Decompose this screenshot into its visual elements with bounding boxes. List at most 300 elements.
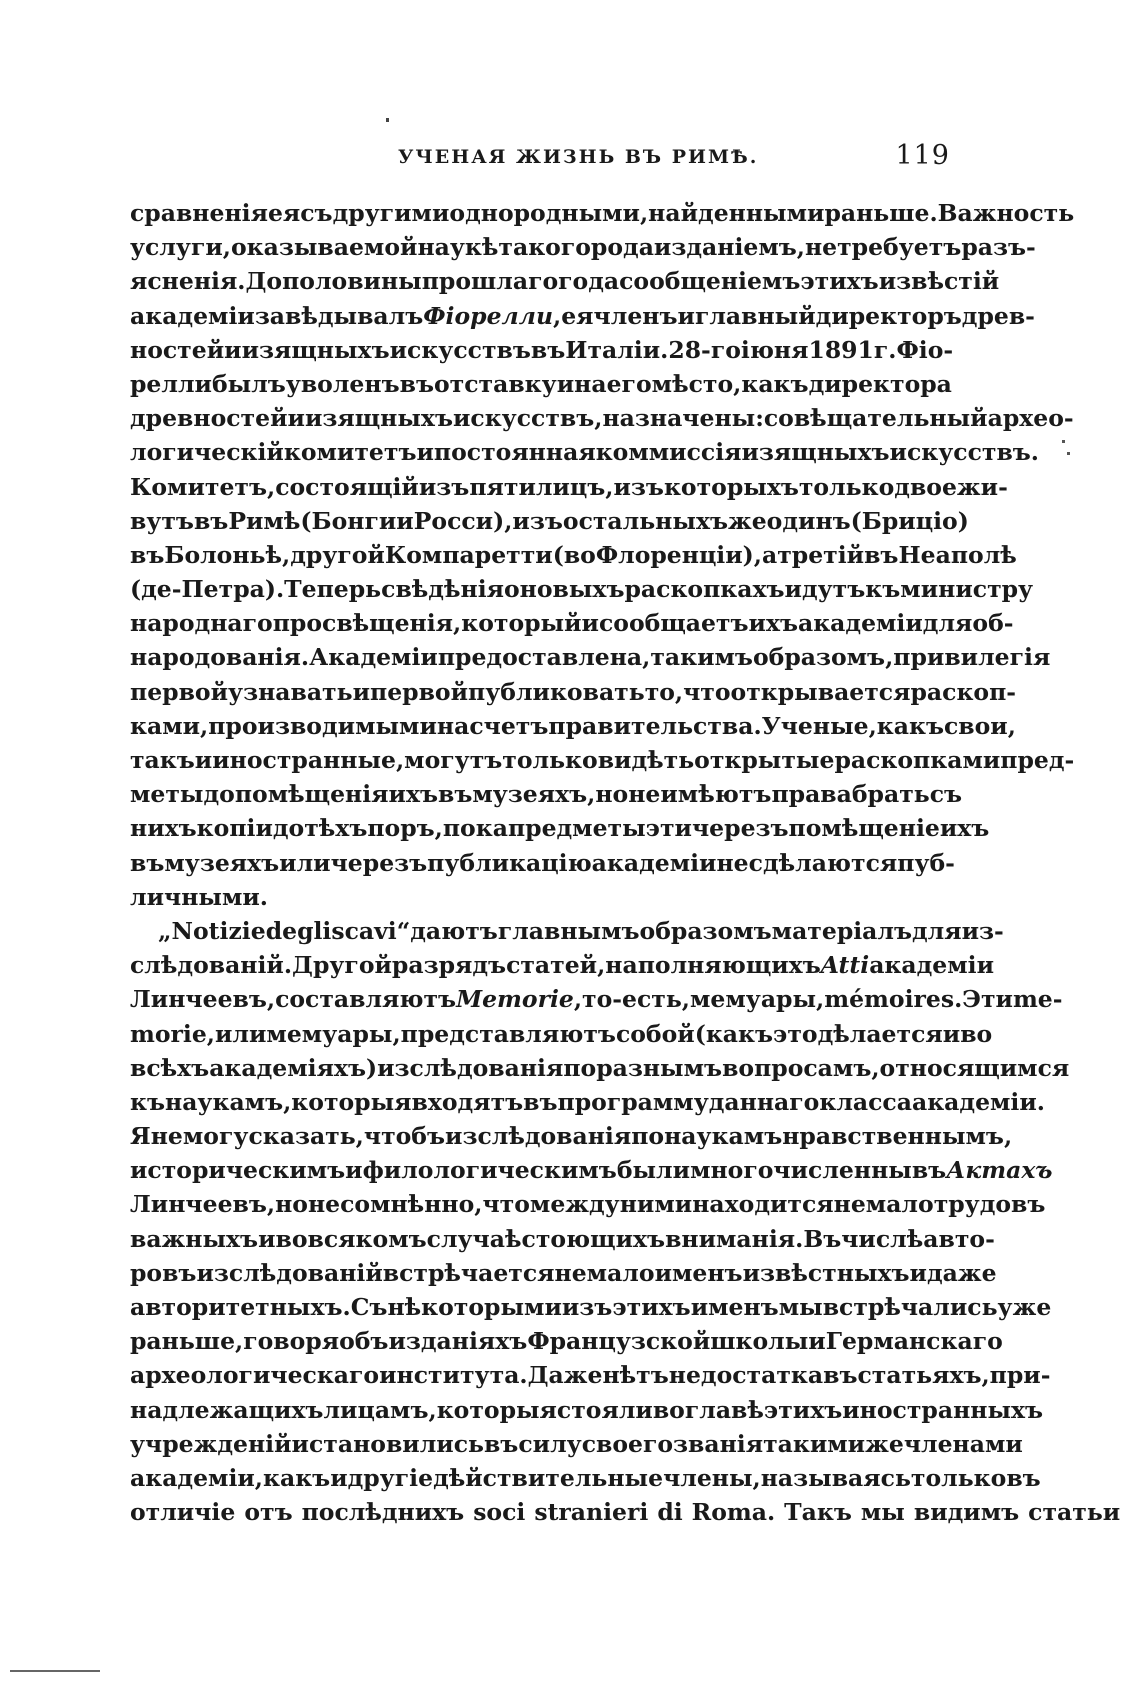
word: Академіи <box>309 643 438 672</box>
word: академіи <box>869 951 995 980</box>
word: ностей <box>130 335 225 364</box>
word: пока <box>442 814 508 843</box>
word: другими <box>332 199 450 227</box>
word: вниманія. <box>665 1224 804 1253</box>
word: Эти <box>962 985 1013 1014</box>
word: архео- <box>987 404 1074 433</box>
word: видѣть <box>597 746 695 774</box>
word: и <box>909 1258 927 1287</box>
word: этихъ <box>800 267 879 296</box>
word: вутъ <box>130 506 194 535</box>
word: въ <box>1006 1463 1041 1492</box>
word: и <box>556 369 575 398</box>
word: Французской <box>527 1327 711 1356</box>
text-line <box>130 675 1017 709</box>
word: раскопками <box>834 746 1001 774</box>
text-line <box>130 299 1035 333</box>
text-line <box>130 401 1074 435</box>
italic-term: Atti <box>820 951 870 980</box>
word: же <box>865 1429 904 1458</box>
word: въ <box>130 848 165 877</box>
word: предоставлена, <box>437 643 651 672</box>
word: изящныхъ <box>304 404 453 433</box>
word: и <box>808 1327 826 1356</box>
word: именъ <box>654 1258 743 1287</box>
word: даютъ <box>410 916 498 945</box>
word: директора <box>808 369 952 398</box>
text-line <box>130 367 952 401</box>
word: раньше. <box>824 199 938 227</box>
text-line <box>130 538 1017 572</box>
word: привилегія <box>893 643 1051 672</box>
word: наукѣ <box>417 233 499 262</box>
word: иностранные, <box>212 746 405 774</box>
word: которыя <box>291 1087 412 1116</box>
word: то, <box>644 677 684 706</box>
word: сказать, <box>248 1122 364 1151</box>
word: трудовъ <box>933 1190 1046 1219</box>
word: отъ <box>244 1498 293 1527</box>
text-line <box>130 1085 1045 1119</box>
word: на <box>574 369 607 398</box>
word: академіи <box>797 609 923 638</box>
text-line <box>130 880 952 914</box>
word: мемуары, <box>690 985 825 1014</box>
word: филологическимъ <box>362 1156 617 1185</box>
word: завѣдывалъ <box>254 301 424 330</box>
word: слѣдованій. <box>130 951 293 980</box>
word: изящныхъ <box>741 438 890 467</box>
word: мемуары, <box>266 1019 401 1048</box>
word: и <box>416 438 434 467</box>
word: но <box>595 780 629 809</box>
word: soci <box>473 1498 526 1527</box>
word: Другой <box>292 951 392 980</box>
word: раскоп- <box>910 677 1017 706</box>
word: этихъ <box>763 1395 843 1424</box>
text-line <box>130 1051 1070 1085</box>
word: пяти <box>469 472 536 501</box>
word: не <box>150 1122 183 1151</box>
text-line <box>130 1324 1003 1358</box>
text-line <box>130 743 1075 777</box>
word: матеріалъ <box>771 916 913 945</box>
scan-speck <box>386 118 389 122</box>
word: другіе <box>347 1463 434 1492</box>
italic-term: Memorie <box>456 985 574 1014</box>
word: изъ <box>613 472 664 501</box>
word: Компаретти <box>384 540 553 569</box>
word: народнаго <box>130 609 273 638</box>
word: свѣдѣнія <box>381 575 504 604</box>
word: это <box>773 1019 818 1048</box>
word: услуги, <box>130 233 231 262</box>
word: брать <box>851 780 930 809</box>
word: изслѣдованія <box>377 1053 564 1082</box>
word: объ <box>339 1327 389 1356</box>
word: какъ <box>741 369 809 398</box>
word: и <box>291 1429 309 1458</box>
word: школы <box>710 1327 809 1356</box>
word: всѣхъ <box>130 1053 210 1082</box>
word: первой <box>370 677 469 706</box>
word: ровъ <box>130 1258 197 1287</box>
word: до <box>272 814 305 843</box>
word: программу <box>557 1087 709 1116</box>
word: логическій <box>130 438 284 467</box>
word: счетъ <box>469 711 549 740</box>
word: во <box>960 1019 993 1048</box>
word: такъ <box>130 746 195 774</box>
text-line <box>130 1427 1023 1461</box>
word: и <box>942 1019 961 1048</box>
word: тѣхъ <box>304 814 368 843</box>
scan-edge-mark <box>10 1670 100 1672</box>
word: искусствъ, <box>452 404 603 433</box>
word: директоръ <box>815 301 962 330</box>
running-title: УЧЕНАЯ ЖИЗНЬ ВЪ РИМѢ. <box>398 146 759 168</box>
word: публиковать <box>468 677 645 706</box>
italic-term: Актахъ <box>946 1156 1053 1185</box>
word: въ <box>130 540 165 569</box>
word: наукамъ <box>664 1122 783 1151</box>
word: къ <box>865 575 901 604</box>
word: не <box>628 780 661 809</box>
word: другой <box>290 540 385 569</box>
word: третій <box>777 540 865 569</box>
word: Линчеевъ, <box>130 1190 276 1219</box>
word: из- <box>961 916 1004 945</box>
word: находится <box>692 1190 834 1219</box>
word: мы <box>860 1498 905 1527</box>
word: образомъ, <box>752 643 894 672</box>
word: которыхъ <box>663 472 799 501</box>
text-line <box>130 230 1036 264</box>
word: ихъ <box>939 814 990 843</box>
word: мы <box>778 1293 823 1321</box>
word: разъ- <box>961 233 1036 262</box>
word: требуетъ <box>837 233 962 262</box>
word: 28-го <box>668 335 741 364</box>
word: совѣщательный <box>763 404 988 433</box>
word: уже <box>997 1293 1052 1321</box>
word: въ <box>523 1087 558 1116</box>
word: назначены: <box>602 404 764 433</box>
italic-word: Фіорелли, <box>423 301 562 330</box>
word: при- <box>989 1361 1051 1390</box>
word: въ <box>483 1429 519 1458</box>
word: Италіи. <box>565 335 669 364</box>
word: встрѣчались <box>822 1293 998 1321</box>
word: лицамъ, <box>323 1395 437 1424</box>
word: одинъ <box>766 506 851 535</box>
word: Росси), <box>413 506 513 535</box>
text-line <box>130 1393 1044 1427</box>
word: въ <box>437 780 473 809</box>
word: и <box>287 404 305 433</box>
word: извѣстныхъ <box>742 1258 910 1287</box>
word: то-есть, <box>582 985 690 1014</box>
word: релли <box>130 369 212 398</box>
word: ясненія. <box>130 267 246 296</box>
word: главный <box>694 301 816 330</box>
word: для <box>912 916 962 945</box>
word: образомъ <box>639 916 772 945</box>
word: съ <box>300 199 333 227</box>
word: имѣютъ <box>660 780 772 809</box>
word: комитетъ <box>283 438 417 467</box>
word: который <box>461 609 582 638</box>
word: раньше, <box>130 1327 244 1356</box>
word: Римѣ <box>228 506 301 535</box>
word: идутъ <box>784 575 866 604</box>
word: сравненія <box>130 199 268 227</box>
word: остальныхъ <box>562 506 728 535</box>
italic-term: Фіорелли <box>423 301 554 330</box>
word: собой <box>615 1019 695 1048</box>
word: найденными <box>648 199 825 227</box>
word: г. <box>873 335 897 364</box>
word: stranieri <box>534 1498 649 1527</box>
word: личными. <box>130 882 268 911</box>
word: Даже <box>527 1361 603 1390</box>
word: ними <box>619 1190 693 1219</box>
word: di <box>657 1498 683 1527</box>
word: съ <box>929 780 963 809</box>
word: и <box>677 301 695 330</box>
word: Roma. <box>691 1498 776 1527</box>
word: говоря <box>243 1327 340 1356</box>
word: числѣ <box>841 1224 924 1253</box>
word: копіи <box>196 814 273 843</box>
word: (Бриціо) <box>850 506 969 535</box>
word: Важность <box>937 199 1075 227</box>
text-line <box>130 333 952 367</box>
word: помѣщенія <box>234 780 389 809</box>
word: только <box>502 746 598 774</box>
word: открытые <box>694 746 835 774</box>
word: черезъ <box>691 814 789 843</box>
word: могу <box>182 1122 249 1151</box>
word: публикацію <box>427 848 592 877</box>
text-line <box>130 1119 1013 1153</box>
word: отставку <box>434 369 557 398</box>
word: просвѣщенія, <box>272 609 462 638</box>
word: me- <box>1012 985 1063 1014</box>
word: сообщеніемъ <box>619 267 801 296</box>
word: которыя <box>436 1395 557 1424</box>
page-header <box>130 140 950 180</box>
word: по <box>563 1053 597 1082</box>
word: (какъ <box>694 1019 774 1048</box>
word: и <box>330 1463 348 1492</box>
text-line <box>130 811 990 845</box>
text-line <box>130 1017 993 1051</box>
word: но <box>275 1190 308 1219</box>
word: morie, <box>130 1019 215 1048</box>
word: scavi“ <box>331 916 411 945</box>
word: и <box>352 677 371 706</box>
word: помѣщеніе <box>788 814 940 843</box>
word: открывается <box>730 677 911 706</box>
word: членъ <box>593 301 678 330</box>
word: не <box>716 848 749 877</box>
word: членами <box>903 1429 1023 1458</box>
word: встрѣчается <box>382 1258 555 1287</box>
word: постоянная <box>433 438 596 467</box>
word: об- <box>972 609 1014 638</box>
word: (Бонги <box>300 506 397 535</box>
word: года <box>558 267 620 296</box>
word: учрежденій <box>130 1429 292 1458</box>
text-line <box>130 504 969 538</box>
word: двое <box>894 472 957 501</box>
word: Съ <box>350 1293 388 1321</box>
word: такимъ <box>650 643 753 672</box>
word: пред- <box>1000 746 1075 774</box>
word: академіи <box>130 301 255 330</box>
word: нравственнымъ, <box>782 1122 1013 1151</box>
word: и <box>581 609 599 638</box>
word: видимъ <box>913 1498 1020 1527</box>
word: изданіяхъ <box>388 1327 528 1356</box>
word: даже <box>926 1258 997 1287</box>
word: изъ <box>418 472 470 501</box>
word: этихъ <box>612 1293 691 1321</box>
text-line <box>130 1222 995 1256</box>
word: главѣ <box>684 1395 764 1424</box>
word: а <box>761 540 778 569</box>
word: Фіо- <box>896 335 954 364</box>
text-line <box>130 914 1004 948</box>
word: всякомъ <box>307 1224 427 1253</box>
word: представляютъ <box>400 1019 616 1048</box>
text-line <box>130 948 995 982</box>
word: случаѣ <box>426 1224 522 1253</box>
word: новыхъ <box>519 575 625 604</box>
word: наполняющихъ <box>605 951 821 980</box>
word: оказываемой <box>230 233 418 262</box>
word: или <box>214 1019 267 1048</box>
word: многочисленны <box>690 1156 912 1185</box>
word: Я <box>130 1122 151 1151</box>
word: статей, <box>506 951 606 980</box>
word: былъ <box>211 369 286 398</box>
text-line <box>130 435 1039 469</box>
word: во <box>652 1395 685 1424</box>
word: искусствъ. <box>889 438 1039 467</box>
word: однородными, <box>449 199 649 227</box>
text-line <box>130 846 955 880</box>
word: и <box>224 335 242 364</box>
word: именъ <box>690 1293 779 1321</box>
word: только <box>798 472 895 501</box>
text-line <box>130 1187 1046 1221</box>
word: класса <box>819 1087 912 1116</box>
word: состоящій <box>275 472 419 501</box>
word: академіяхъ) <box>209 1053 378 1082</box>
text-line <box>130 196 1075 230</box>
word: къ <box>130 1087 165 1116</box>
word: mémoires. <box>824 985 963 1014</box>
word: историческимъ <box>130 1156 346 1185</box>
word: древ- <box>961 301 1035 330</box>
word: пуб- <box>897 848 955 877</box>
word: стоющихъ <box>521 1224 666 1253</box>
word: отличіе <box>130 1498 236 1527</box>
word: ихъ <box>748 609 798 638</box>
word: прошлаго <box>421 267 559 296</box>
word: послѣднихъ <box>301 1498 465 1527</box>
word: вопросамъ, <box>722 1053 880 1082</box>
word: нѣкоторыми <box>387 1293 562 1321</box>
word: Комитетъ, <box>130 472 276 501</box>
word: дѣлается <box>817 1019 943 1048</box>
word: музеяхъ <box>164 848 280 877</box>
word: академіи, <box>130 1463 263 1492</box>
word: нѣтъ <box>602 1361 669 1390</box>
word: (во <box>552 540 596 569</box>
word: коммиссія <box>595 438 742 467</box>
word: становились <box>308 1429 484 1458</box>
word: черезъ <box>330 848 428 877</box>
word: и <box>396 506 414 535</box>
text-line <box>130 264 1000 298</box>
word: производимыми <box>208 711 437 740</box>
word: и <box>258 1224 276 1253</box>
word: недостатка <box>668 1361 824 1390</box>
word: для <box>922 609 973 638</box>
word: Теперь <box>284 575 382 604</box>
word: и <box>194 746 213 774</box>
word: какъ <box>876 711 944 740</box>
word: извѣстій <box>878 267 1000 296</box>
word: Неаполѣ <box>898 540 1017 569</box>
word: дѣйствительные <box>433 1463 664 1492</box>
word: эти <box>645 814 692 843</box>
italic-word <box>946 1153 1052 1187</box>
word: первой <box>130 677 229 706</box>
word: же <box>727 506 767 535</box>
word: древностей <box>130 404 288 433</box>
word: народованія. <box>130 643 310 672</box>
word: не <box>554 1258 587 1287</box>
word: нихъ <box>130 814 197 843</box>
word: своего <box>581 1429 674 1458</box>
word: изящныхъ <box>241 335 390 364</box>
word: надлежащихъ <box>130 1395 324 1424</box>
word: изслѣдованій <box>196 1258 383 1287</box>
word: авторитетныхъ. <box>130 1293 351 1321</box>
word: въ <box>911 1156 947 1185</box>
word: какъ <box>263 1463 331 1492</box>
word: ками, <box>130 711 209 740</box>
word: статьяхъ, <box>857 1361 990 1390</box>
text-line <box>130 1358 1051 1392</box>
word: чтобъ <box>363 1122 446 1151</box>
word: его <box>606 369 652 398</box>
text-line <box>130 470 1008 504</box>
word: „Notizie <box>158 916 266 945</box>
word: авто- <box>923 1224 995 1253</box>
word: Линчеевъ, <box>130 985 276 1014</box>
word: въ <box>823 1361 858 1390</box>
word: права <box>771 780 852 809</box>
word: узнавать <box>228 677 353 706</box>
text-line <box>130 1290 1052 1324</box>
word: Флоренціи), <box>595 540 762 569</box>
word: іюня <box>740 335 809 364</box>
